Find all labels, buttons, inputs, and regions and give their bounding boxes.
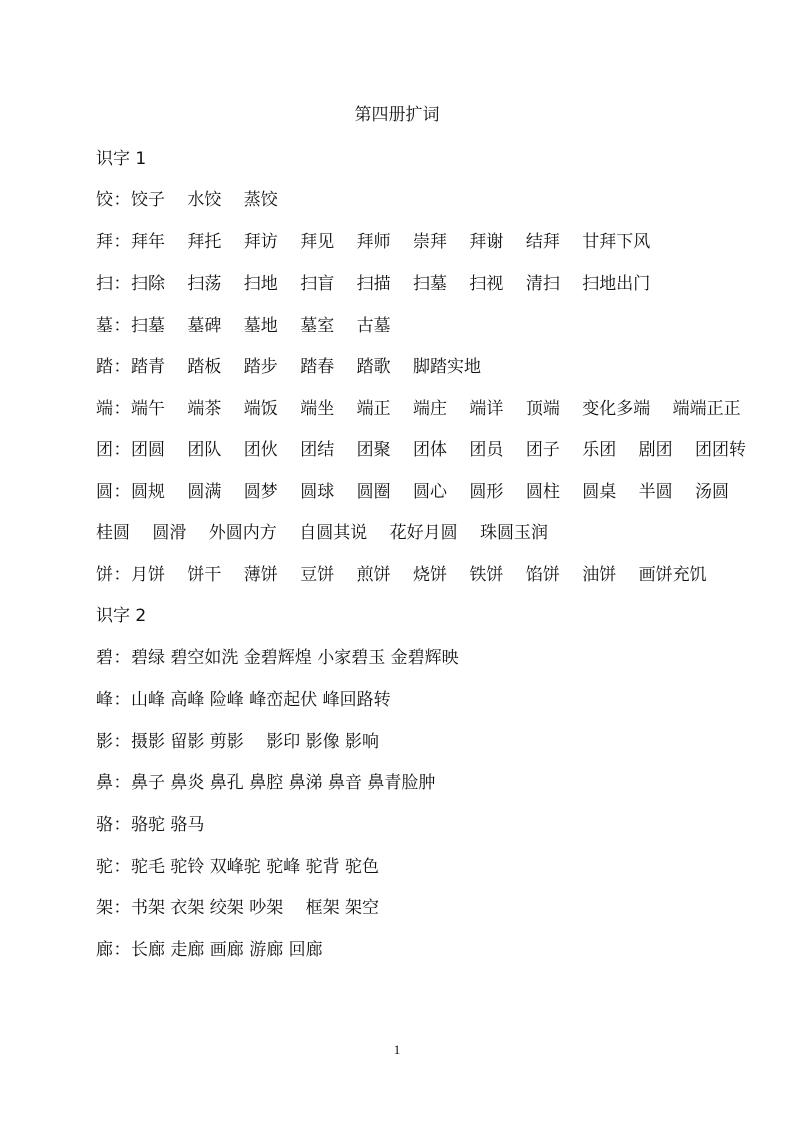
entry-words: 骆驼 骆马 [131,815,205,835]
entry-character: 鼻： [96,773,131,793]
entry-character: 峰： [96,690,131,710]
word-entry [96,480,729,504]
entry-words: 碧绿 碧空如洗 金碧辉煌 小家碧玉 金碧辉映 [131,648,459,668]
word-entry [96,896,379,920]
entry-words: 长廊 走廊 画廊 游廊 回廊 [131,940,323,960]
word-entry [96,688,391,712]
word-entry [96,563,707,587]
entry-words: 圆规 圆满 圆梦 圆球 圆圈 圆心 圆形 圆柱 圆桌 半圆 汤圆 [131,482,730,502]
entry-character: 扫： [96,274,131,294]
document-title: 第四册扩词 [354,105,440,125]
entry-character: 饺： [96,190,131,210]
page-number: 1 [393,1042,401,1057]
entry-character: 架： [96,898,131,918]
word-entry [96,272,650,296]
word-entry [96,355,481,379]
entry-character: 骆： [96,815,131,835]
entry-character: 驼： [96,857,131,877]
entry-words: 饺子 水饺 蒸饺 [131,190,278,210]
word-entry [96,646,459,670]
entry-character: 廊： [96,940,131,960]
entry-words: 摄影 留影 剪影 影印 影像 影响 [131,732,380,752]
section-heading: 识字 2 [96,606,147,626]
entry-words: 扫墓 墓碑 墓地 墓室 古墓 [131,316,391,336]
entry-words: 拜年 拜托 拜访 拜见 拜师 崇拜 拜谢 结拜 甘拜下风 [131,232,651,252]
entry-character: 墓： [96,316,131,336]
word-entry [96,188,278,212]
entry-character: 踏： [96,357,131,377]
entry-character: 拜： [96,232,131,252]
entry-character: 饼： [96,565,131,585]
entry-words: 端午 端茶 端饭 端坐 端正 端庄 端详 顶端 变化多端 端端正正 [131,399,741,419]
section-heading: 识字 1 [96,149,147,169]
word-entry-continuation [96,521,548,545]
entry-words: 山峰 高峰 险峰 峰峦起伏 峰回路转 [131,690,391,710]
entry-character: 团： [96,440,131,460]
entry-words: 扫除 扫荡 扫地 扫盲 扫描 扫墓 扫视 清扫 扫地出门 [131,274,651,294]
entry-words: 桂圆 圆滑 外圆内方 自圆其说 花好月圆 珠圆玉润 [96,523,549,543]
word-entry [96,938,323,962]
entry-character: 碧： [96,648,131,668]
word-entry [96,855,379,879]
word-entry [96,397,741,421]
entry-character: 端： [96,399,131,419]
word-entry [96,771,435,795]
entry-words: 鼻子 鼻炎 鼻孔 鼻腔 鼻涕 鼻音 鼻青脸肿 [131,773,436,793]
word-entry [96,813,204,837]
entry-words: 书架 衣架 绞架 吵架 框架 架空 [131,898,380,918]
entry-words: 团圆 团队 团伙 团结 团聚 团体 团员 团子 乐团 剧团 团团转 [131,440,747,460]
word-entry [96,730,379,754]
word-entry [96,230,650,254]
word-entry [96,314,391,338]
entry-character: 圆： [96,482,131,502]
entry-words: 驼毛 驼铃 双峰驼 驼峰 驼背 驼色 [131,857,380,877]
entry-words: 踏青 踏板 踏步 踏春 踏歌 脚踏实地 [131,357,482,377]
entry-character: 影： [96,732,131,752]
word-entry [96,438,746,462]
entry-words: 月饼 饼干 薄饼 豆饼 煎饼 烧饼 铁饼 馅饼 油饼 画饼充饥 [131,565,707,585]
